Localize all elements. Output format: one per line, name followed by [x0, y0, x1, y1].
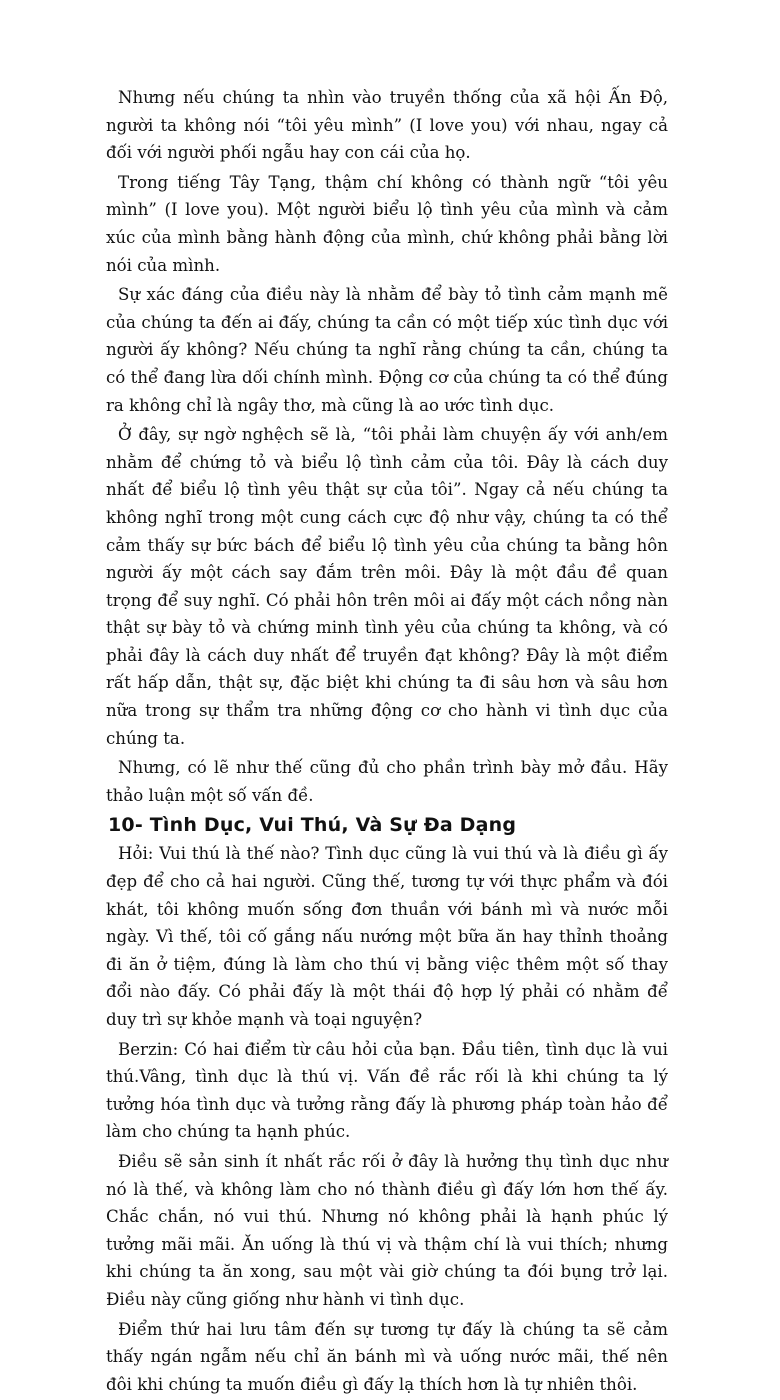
- paragraph-least-trouble: Điều sẽ sản sinh ít nhất rắc rối ở đây là hưởng thụ tình dục như nó là thế, và không làm cho nó thành điều gì đấy lớn hơn thế ấy. Chắc chắn, nó vui thú. Nhưng nó không phải là hạnh phúc lý tưởng mãi mãi. Ăn uống là thú vị và thậm chí là vui thích; nhưng khi chúng ta ăn xong, sau một vài giờ chúng ta đói bụng trở lại. Điều này cũng giống như hành vi tình dục.: [106, 1151, 668, 1309]
- paragraph-second-point: Điểm thứ hai lưu tâm đến sự tương tự đấy là chúng ta sẽ cảm thấy ngán ngẫm nếu chỉ ăn bánh mì và uống nước mãi, thế nên đôi khi chúng ta muốn điều gì đấy lạ thích hơn là tự nhiên thôi.: [106, 1319, 668, 1394]
- section-heading: 10- Tình Dục, Vui Thú, Và Sự Đa Dạng: [108, 814, 517, 837]
- paragraph-indian-tradition: Nhưng nếu chúng ta nhìn vào truyền thống của xã hội Ấn Độ, người ta không nói “tôi yêu mình” (I love you) với nhau, ngay cả đối với người phối ngẫu hay con cái của họ.: [106, 88, 668, 163]
- paragraph-naivety: Ở đây, sự ngờ nghệch sẽ là, “tôi phải làm chuyện ấy với anh/em nhằm để chứng tỏ và biểu lộ tình cảm của tôi. Đây là cách duy nhất để biểu lộ tình yêu thật sự của tôi”. Ngay cả nếu chúng ta không nghĩ trong một cung cách cực độ như vậy, chúng ta có thể cảm thấy sự bức bách để biểu lộ tình yêu của chúng ta bằng hôn người ấy một cách say đắm trên môi. Đây là một đầu đề quan trọng để suy nghĩ. Có phải hôn trên môi ai đấy một cách nồng nàn thật sự bày tỏ và chứng minh tình yêu của chúng ta không, và có phải đây là cách duy nhất để truyền đạt không? Đây là một điểm rất hấp dẫn, thật sự, đặc biệt khi chúng ta đi sâu hơn và sâu hơn nữa trong sự thẩm tra những động cơ cho hành vi tình dục của chúng ta.: [106, 425, 668, 748]
- paragraph-tibetan-language: Trong tiếng Tây Tạng, thậm chí không có thành ngữ “tôi yêu mình” (I love you). Một người biểu lộ tình yêu của mình và cảm xúc của mình bằng hành động của mình, chứ không phải bằng lời nói của mình.: [106, 172, 668, 275]
- paragraph-relevance: Sự xác đáng của điều này là nhằm để bày tỏ tình cảm mạnh mẽ của chúng ta đến ai đấy, chúng ta cần có một tiếp xúc tình dục với người ấy không? Nếu chúng ta nghĩ rằng chúng ta cần, chúng ta có thể đang lừa dối chính mình. Động cơ của chúng ta có thể đúng ra không chỉ là ngây thơ, mà cũng là ao ước tình dục.: [106, 285, 668, 415]
- text-column: [106, 84, 668, 1400]
- paragraph-question: Hỏi: Vui thú là thế nào? Tình dục cũng là vui thú và là điều gì ấy đẹp để cho cả hai người. Cũng thế, tương tự với thực phẩm và đói khát, tôi không muốn sống đơn thuần với bánh mì và nước mỗi ngày. Vì thế, tôi cố gắng nấu nướng một bữa ăn hay thỉnh thoảng đi ăn ở tiệm, đúng là làm cho thú vị bằng việc thêm một số thay đổi nào đấy. Có phải đấy là một thái độ hợp lý phải có nhằm để duy trì sự khỏe mạnh và toại nguyện?: [106, 844, 668, 1029]
- paragraph-intro-end: Nhưng, có lẽ như thế cũng đủ cho phần trình bày mở đầu. Hãy thảo luận một số vấn đề.: [106, 758, 668, 805]
- paragraph-berzin-answer: Berzin: Có hai điểm từ câu hỏi của bạn. Đầu tiên, tình dục là vui thú.Vâng, tình dục là thú vị. Vấn đề rắc rối là khi chúng ta lý tưởng hóa tình dục và tưởng rằng đấy là phương pháp toàn hảo để làm cho chúng ta hạnh phúc.: [106, 1039, 668, 1142]
